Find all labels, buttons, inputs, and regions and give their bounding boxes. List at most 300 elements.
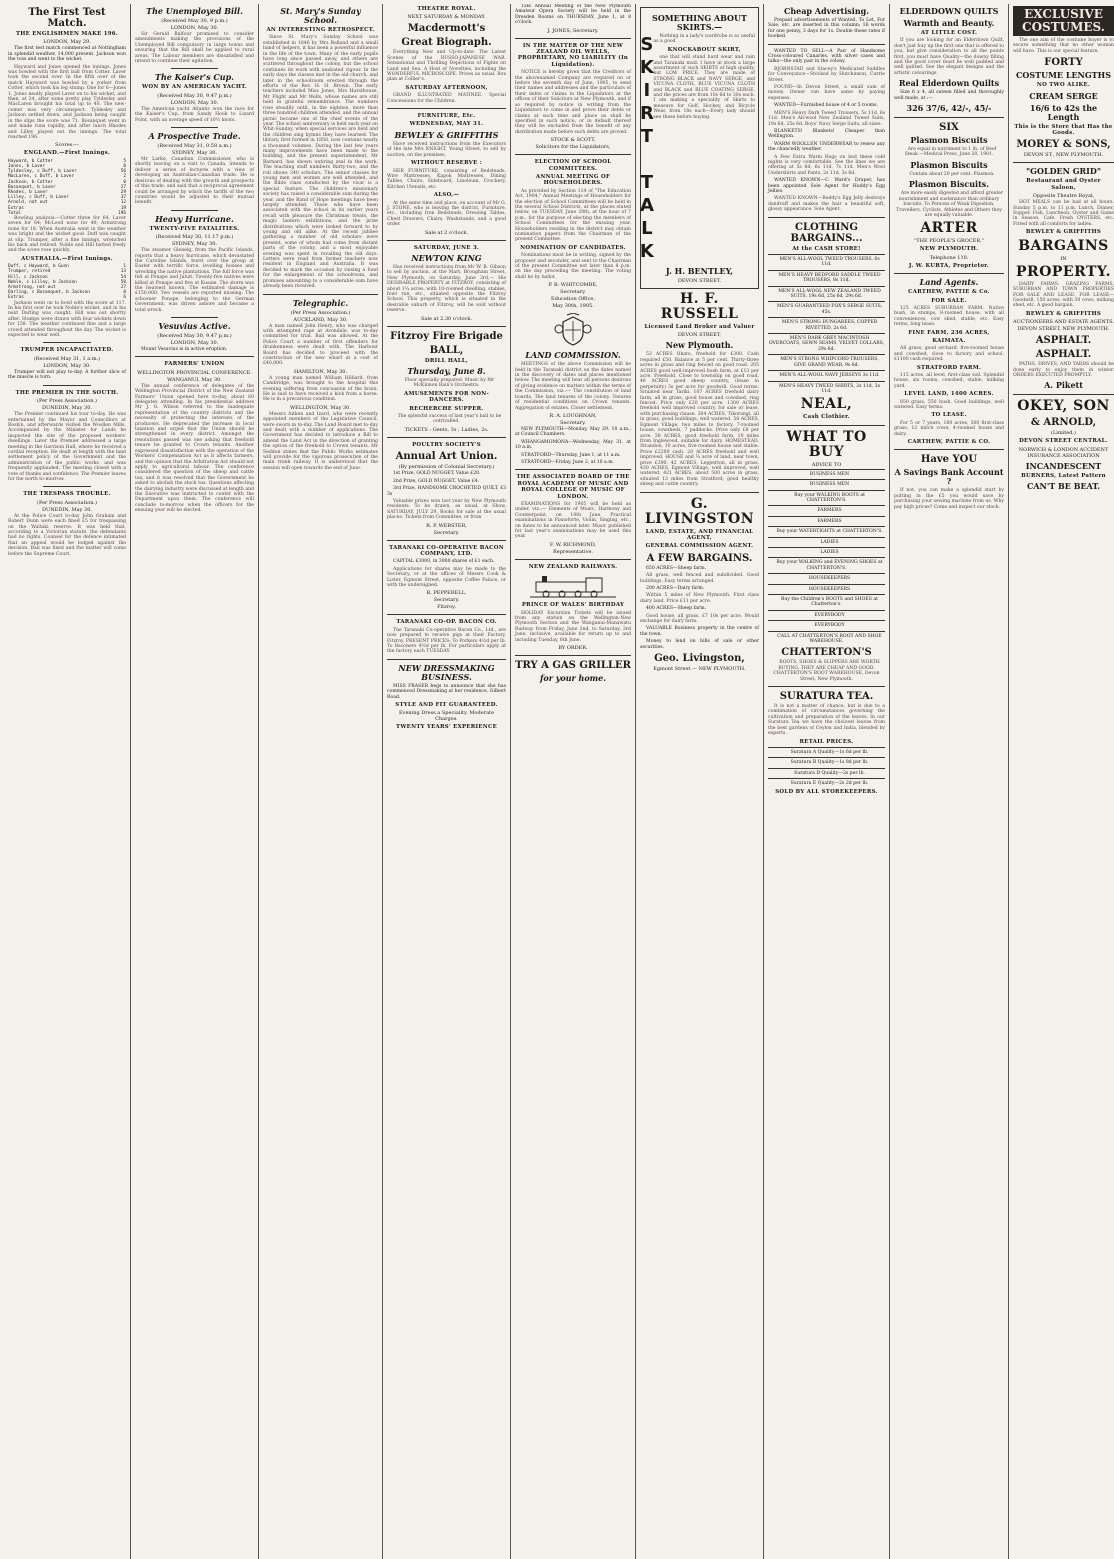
article-body-3: Jackson went on to bowl with the score at 117. In his first over he took Noble's wicket, and in his next Darling was caught. Hill was out shortly after. Stumps were drawn with four wickets down for 158. The weather continued fine and a large crowd attended throughout the day. The wicket is expected to wear well. [8, 300, 126, 339]
farmers-sub: WELLINGTON PROVINCIAL CONFERENCE. [137, 369, 252, 376]
pig-tenders: The Taranaki Co-operative Bacon Co., Ltd., are now prepared to receive pigs at their Factory, Fitzroy. PRESENT PRICES: To Porkers 4½d per lb. To Baconers 4½d per lb. For particulars apply at the factory each TUESDAY. [387, 627, 506, 655]
headline-trade: A Prospective Trade. [148, 131, 241, 142]
evening-dress: Evening Dress a Speciality. Moderate Charges. [398, 710, 495, 723]
theatre-saturday: SATURDAY AFTERNOON, [405, 84, 488, 91]
australia-scorecard [8, 264, 126, 300]
music-board-heading: THE ASSOCIATED BOARD OF THE ROYAL ACADEMY OF MUSIC AND ROYAL COLLEGE OF MUSIC OF LONDON. [516, 474, 630, 500]
batsman-name: Total [8, 210, 22, 216]
opposite: Opposite Theatre Royal, [1032, 193, 1095, 200]
bargain-400-body: Good house, all grass. £7 10s per acre. Would exchange for dairy farm. [640, 613, 759, 625]
runs: 13 [120, 269, 126, 275]
divider [515, 559, 631, 560]
bewley: BEWLEY & GRIFFITHS [1025, 229, 1102, 236]
skirts-body-1: Nothing in a lady's wardrobe is so useful as a good [653, 34, 755, 45]
limited: (Limited.) [1051, 430, 1076, 437]
batsman-name: Bosanquet, b Laver [8, 184, 56, 190]
pepperell-sec: Secretary. [433, 597, 460, 604]
divider [515, 469, 631, 470]
theatre-heading: THEATRE ROYAL. [417, 6, 476, 12]
fitzroy: Fitzroy. [437, 604, 456, 611]
chattertons: CHATTERTON'S [781, 647, 872, 659]
saturday-date: SATURDAY, JUNE 3. [413, 244, 480, 251]
hamilton-place: HAMILTON, May 30. [293, 368, 348, 375]
premier-heading: THE PREMIER IN THE SOUTH. [15, 389, 119, 396]
pepperell: R. PEPPERELL, [426, 590, 467, 597]
divider [515, 655, 631, 656]
webster: R. P. WEBSTER, [426, 522, 467, 529]
art-union-body: Valuable prizes won last year by New Plymouth residents. To be drawn, as usual, at Show, SATURDAY, JULY 29. Books for sale at the usual places. Tickets from Committee, or from [387, 498, 506, 521]
burners: BURNERS, Latest Pattern [1021, 472, 1106, 479]
chattertons-sub: BOOTS, SHOES & SLIPPERS ARE WORTH BUYING. THEY ARE CHEAP AND GOOD. CHATTERTON'S BOOT WAREHOUSE, Devon Street, New Plymouth. [773, 660, 880, 682]
kaiser-date: (Received May 30, 9.47 p.m.) [157, 92, 232, 99]
what-to-buy-item: LADIES [768, 537, 885, 545]
ball-floor: Floor specially prepared. Music by Mr McKinnon Bain's Orchestra. [404, 378, 495, 389]
bargain-650: 650 ACRES—Sheep farm. [646, 565, 707, 571]
plasmon-3: Plasmon Biscuits. [908, 179, 990, 190]
divider [768, 425, 885, 426]
oil-wells-body: NOTICE is hereby given that the Creditors of the abovenamed Company are required on or before the seventh day of June, 1905, to send their names and addresses and the particulars of their debts or claims to the Liquidators at the offices of their Solicitors at New Plymouth, and if so required by notice in writing from the Liquidators to come in and prove their debts or claims at such time and place as shall be specified in such notice, or in default thereof they will be excluded from the benefit of any distribution made before such debts are proved. [515, 70, 631, 135]
batsman-name: Jones, b Laver [8, 163, 46, 169]
classified-3: FOUND—In Devon Street, a small sum of money. Owner can have same by paying expenses. [768, 85, 885, 101]
column-skirts-land [636, 4, 764, 1559]
advice-to: ADVICE TO [811, 461, 842, 468]
trumper-date: (Received May 31, 1 a.m.) [33, 355, 101, 362]
livingston-sub2: GENERAL COMMISSION AGENT. [645, 543, 754, 550]
article-lead: The first test match commenced at Nottingham in splendid weather, 14,000 present. Jackson won the toss and went to the wicket. [8, 46, 126, 63]
headline-hurricane: Heavy Hurricane. [155, 213, 234, 224]
russell-listings: 53 ACRES Okato, freehold for £300. Cash required £50. Balance at 5 per cent. Thirty-three acres in grass and ring fenced on good road. 205 ACRES good well-improved bush farm, at £13 per acre. Freehold. Close to township on good road. 46 ACRES good sheep country, (lease in perpetuity) 3s per acre for goodwill. Good terms. Situated near Tariki. 107 ACRES freehold dairy farm, all in grass, good house and cowshed, ring fenced. Price only £20 per acre. 1300 ACRES freehold well improved country, for sale or lease, with purchasing clause. 304 ACRES, Tikorangi, all in grass, good buildings, well watered. 58 ACRES, Egmont Village, two miles to factory, 7-roomed house, cowsheds, 7 paddocks. Price only £8 per acre. 38 ACRES, good freehold farm, 10 miles from Inglewood, suitable for dairy. HOMESTEAD, Strandon, 10 acres, five-roomed house and stable. Price £2200 cash. 20 ACRES freehold and well improved. HOUSE and ¼ acre of land, near town, price £390. 42 ACRES, Lepperton, all in grass. 430 ACRES, Egmont Village, well improved, well watered. 421 ACRES, about 500 acres in grass, situated 13 miles from Stratford; good healthy sheep and cattle country. [640, 352, 759, 488]
divider [894, 273, 1004, 274]
trumper-text: Trumper will not play to-day. A further slice of the muscle is torn. [8, 369, 126, 381]
prince-birthday: PRINCE OF WALES' BIRTHDAY [521, 602, 625, 609]
elderdown-prices: 326 37/6, 42/-, 45/- [906, 103, 992, 114]
divider [894, 449, 1004, 450]
annual-meeting-heading: ANNUAL MEETING OF HOUSEHOLDERS. [535, 173, 611, 187]
little-cost: AT LITTLE COST. [920, 30, 978, 36]
what-to-buy-item: Buy your WALKING BOOTS at CHATTERTON'S. [768, 490, 885, 504]
farmers-body: The annual conference of delegates of the Wellington Provincial District of the New Zealand Farmers' Union opened here to-day, about 60 delegates attending. In his presidential address Mr J. G. Wilson referred to the inadequate representation of the country districts and the necessity of protecting the interests of the producers. He deprecated the increase in local taxation and urged that the Union should be strengthened in every district. Amongst the resolutions passed was one asking that freehold tenure be granted to Crown tenants. Another expressed dissatisfaction with the operation of the Workers' Compensation Act as it affects farmers, and the opinion that the Arbitration Act should not apply to agricultural labour. The conference considered the question of the sheep and cattle tax, and it was resolved that the Government be asked to abolish the stock tax. Questions affecting the dairying industry were discussed at length and the Executive was instructed to confer with the Department upon them. The conference will conclude to-morrow when the officers for the ensuing year will be elected. [135, 383, 254, 514]
capital: CAPITAL £3000, in 3000 shares of £1 each. [393, 559, 495, 565]
savings-body: If not, you can make a splendid start by putting in the £5 you would save by purchasing your sewing machine from us. Why pay high prices? Come and inspect our stock. [894, 488, 1004, 510]
land-commission-body: MEETINGS of the above Commission will be held in the Taranaki district on the dates named in the discovery of dates and places mentioned below. The meeting will hear all persons desirous of giving evidence on matters within the terms of the Commission, viz.:— The constitution of land boards. The land tenures of the colony. Tenures of residential conditions on Crown tenants. Aggregation of estates. Closer settlement. [515, 362, 631, 411]
article-body: Since St. Mary's Sunday School was established in 1846 by Mrs Bolland and a small band of helpers, it has been a powerful influence in the life of the town. Many of the early pupils have long since passed away, and others are scattered throughout the colony, but the school continues its work with unabated vigour. In the early days the classes met in the old church, and later in the schoolroom erected through the efforts of the Rev. H. H. Brown. The early teachers included Miss Jones, Mrs Hursthouse, Mr Flight and Mr Wells, whose names are still held in grateful remembrance. The numbers rose steadily until, in the eighties, more than three hundred children attended, and the annual picnic became one of the chief events of the year. The school anniversary is held each year on Whit-Sunday, when special services are held and the children sing hymns they have learned. The library, first formed in 1858, now contains nearly a thousand volumes. During the last few years many improvements have been made to the building, and the present superintendent, Mr Barnard, has shown untiring zeal in the work. The teaching staff numbers thirty-two, and the roll shows 340 scholars. The senior classes for young men and women are well attended, and the Bible class conducted by the vicar is a special feature. The children's missionary society has raised a considerable sum during the year, and the Band of Hope meetings have been largely attended. Those who have been associated with the school in its earlier years recall with pleasure the Christmas treats, the magic lantern exhibitions, and the prize distributions which were looked forward to by young and old alike. At the recent jubilee gathering a number of old scholars were present, some of whom had come from distant parts of the colony, and a most enjoyable evening was spent in recalling the old days. Letters were read from former teachers now resident in England and Australia. It was decided to mark the occasion by raising a fund for the enlargement of the schoolroom, and promises amounting to a considerable sum have already been received. [263, 35, 378, 290]
headline-st-marys: St. Mary's Sunday School. [280, 6, 361, 25]
batsman-name: Extras [8, 295, 24, 301]
costume-lengths: COSTUME LENGTHS [1016, 70, 1111, 81]
runs: 29 [120, 189, 126, 195]
divider [387, 240, 506, 241]
ball-word: BALL, [429, 344, 464, 356]
carthew-body-5: For 5 or 7 years, 180 acres, 500 first-class grass; 12 milch cows; 4-roomed house and dairy. [894, 420, 1004, 437]
carthew: CARTHEW, PATTIE & Co. [908, 289, 990, 296]
suratura-price: Suratura B Quality—1s 8d per lb. [768, 757, 885, 765]
exclusive: EXCLUSIVE [1024, 7, 1103, 21]
what-to-buy: WHAT TO BUY [786, 428, 867, 460]
what-to-buy-item: HOUSEKEEPERS [768, 573, 885, 581]
bargain-200-body: Within 5 miles of New Plymouth. First class dairy land. Price £11 per acre. [640, 593, 759, 604]
matter-oil-wells: IN THE MATTER OF THE NEW ZEALAND OIL WELLS, PROPRIETARY, NO LIABILITY (In Liquidation). [517, 42, 629, 68]
batsman-name: Jackson, b Cotter [8, 179, 53, 185]
furniture-heading: FURNITURE, Etc. [417, 113, 476, 120]
geo-livingston: Geo. Livingston, [654, 653, 745, 665]
russell-town: New Plymouth. [665, 340, 734, 351]
subhead-retrospect: AN INTERESTING RETROSPECT. [266, 27, 375, 33]
vesuvius-place: LONDON, May 30. [170, 340, 219, 346]
farmers-place: WANGANUI, May 30. [167, 376, 222, 383]
place: LONDON, May 30. [170, 25, 219, 31]
music-board-body: EXAMINATIONS for 1905 will be held as under, viz.:— Elements of Music, Harmony and Counterpoint, on 10th June. Practical examinations in Pianoforte, Violin, Singing, etc., on dates to be announced later. Music published for last year's examinations may be used this year. [515, 501, 631, 540]
vesuvius-date: (Received May 30, 9.47 p.m.) [157, 333, 232, 339]
divider [515, 154, 631, 155]
plasmon-text-1: Are equal in nutriment to 1 lb. of Beef Steak.—Medical Press, June 20, 1901. [904, 147, 997, 158]
taranaki-bacon: TARANAKI CO-OPERATIVE BACON COMPANY, LTD. [389, 544, 504, 557]
hurricane-place: SYDNEY, May 30. [171, 241, 218, 248]
trade-place: SYDNEY, May 30. [171, 150, 218, 157]
ball-tickets: TICKETS : Gents, 3s ; Ladies, 2s. [404, 426, 489, 433]
devon: DEVON STREET, NEW PLYMOUTH. [1017, 326, 1110, 333]
elderdown-size: Size 6 x 4, all sateen filled and thoroughly well made, at :— [894, 90, 1004, 101]
price-line: 16/6 to 42s the Length [1029, 102, 1098, 122]
fine-farm: FINE FARM, 236 ACRES, [908, 329, 990, 336]
pikett: A. Pikett [1044, 380, 1083, 391]
loughnan-sec: Secretary. [560, 419, 586, 426]
skirt-talk-vertical: SKIRT TALK [636, 34, 658, 264]
article-body: Hayward and Jones opened the innings. Jones was bowled with the first ball from Cotter. Laver took the second over. In the fifth over of the match Hayward was bowled by a yorker from Cotter, which took his leg stump. One for 6—Jones 1. Jones neatly played Laver on to his wicket, and then, at 24, after some pretty play Tyldesley and MacLaren brought his total up to 40. The new-comer was very circumspect. Tyldesley and Jackson settled down, and Jackson being caught in the slips the score was 71. Bosanquet went in and made runs rapidly, and after lunch Rhodes and Lilley played out the innings. The total reached 196. [8, 64, 126, 140]
column-elderdown [890, 4, 1009, 1559]
elderdown-body: If you are looking for an Elderdown Quilt, don't just buy up the first one that is offered to you, but give consideration to all the points first, you must have Quality—the downy filling and the good cover must be well padded and well quilted. See the elegant designs and the artistic colourings. [894, 38, 1004, 76]
bewley-2: BEWLEY & GRIFFITHS [1025, 310, 1102, 317]
cash-store: At the CASH STORE! [792, 245, 861, 252]
theatre-show: Great Biograph. [401, 37, 492, 49]
divider [768, 44, 885, 45]
divider [387, 540, 506, 541]
sitting-whangamomona: WHANGAMOMONA—Wednesday, May 31, at 10 a.m. [515, 439, 631, 451]
poultry-heading: POULTRY SOCIETY'S [412, 441, 481, 448]
sold-by: SOLD BY ALL STOREKEEPERS. [775, 788, 878, 795]
what-to-buy-item: HOUSEKEEPERS [768, 584, 885, 592]
knockabout: KNOCKABOUT SKIRT, [667, 46, 741, 53]
divider [387, 437, 506, 438]
neal: NEAL, [800, 396, 853, 413]
what-to-buy-item: BUSINESS MEN [768, 469, 885, 477]
bewley-body: Have received instructions from the Executors of the late Mrs KNIGHT, Young Street, to sell by auction, on the premises, [387, 141, 506, 158]
auctioneers: AUCTIONEERS AND ESTATE AGENTS. [1013, 319, 1114, 326]
column-costumes [1009, 4, 1114, 1559]
trumper-place: LONDON, May 30. [43, 362, 91, 369]
annual-body: As provided by Section 114 of "The Education Act, 1904," Annual Meetings of Householders for the election of School Committees will be held in the several School Districts, at the places stated below, on TUESDAY, June 20th, at the hour of 7 p.m., for the purpose of electing the members of School Committees for the ensuing year. Householders residing in the district may obtain nomination papers from the Chairman of the present Committee. [515, 188, 631, 243]
livingston-sub: LAND, ESTATE, AND FINANCIAL AGENT, [645, 528, 754, 541]
divider [1013, 162, 1114, 163]
forty: FORTY [1044, 57, 1083, 69]
what-to-buy-item: EVERYBODY [768, 610, 885, 618]
what-to-buy-list [768, 469, 885, 645]
richmond-rep: Representative. [553, 548, 593, 555]
election-heading: ELECTION OF SCHOOL COMMITTEES. [534, 159, 612, 172]
divider [387, 108, 506, 109]
runs: 19 [120, 205, 126, 211]
divider [171, 317, 219, 318]
bentley-street: DEVON STREET. [677, 278, 722, 284]
column-classifieds [764, 4, 890, 1559]
bacon-body: Applications for shares may be made to the Secretary, or at the offices of Messrs Cook & Lister, Egmont Street, opposite Coffee Palace, or with the undersigned. [387, 566, 506, 588]
sale2: Sale at 2.30 o'clock. [420, 315, 473, 322]
dressmaking-heading: NEW DRESSMAKING BUSINESS. [398, 662, 495, 682]
divider [768, 686, 885, 687]
elderdown-heading: ELDERDOWN QUILTS [899, 6, 999, 16]
divider [43, 342, 90, 343]
for-sale: FOR SALE. [931, 297, 967, 304]
clothing-item: MEN'S STRONG DUNGAREES, COPPER RIVETTED, 2s 6d. [768, 317, 885, 331]
suratura-price: Suratura E Quality—2s 2d per lb. [768, 778, 885, 786]
trespass-place: DUNEDIN, May 30. [42, 506, 92, 513]
divider [1013, 394, 1114, 395]
jones-secretary: J. JONES, Secretary. [547, 27, 599, 34]
divider [387, 614, 506, 615]
runs: 0 [123, 179, 126, 185]
blankets: BLANKETS! Blankets! Cheaper than Wellington. [768, 128, 885, 140]
column-notices [511, 4, 636, 1559]
sitting-new-plymouth: NEW PLYMOUTH—Monday, May 29, 10 a.m., at Council Chambers. [515, 426, 631, 438]
dateline: LONDON, May 29. [43, 39, 91, 46]
runs: 1 [123, 264, 126, 270]
restaurant: Restaurant and Oyster Saloon, [1026, 178, 1101, 191]
russell-heading: H. F. RUSSELL [660, 291, 739, 322]
premier-place: DUNEDIN, May 30. [42, 405, 92, 412]
divider [387, 326, 506, 327]
to-lease: TO LEASE. [931, 412, 967, 419]
what-to-buy-item: Buy the Children's BOOTS and SHOES at Chatterton's. [768, 594, 885, 608]
kaiser-sub: WON BY AN AMERICAN YACHT. [141, 84, 248, 91]
theatre-body: Everything New and Up-to-date. The Latest Scenes of the RUSSO-JAPANESE WAR. Sensational and Thrilling Depictions of Fights on Land and Sea. A Host of Novelties, including the WONDERFUL MICROSCOPE. Prices as usual. Box plan at Collier's. [387, 50, 506, 83]
asphalt-body: PATHS, DRIVES, AND YARDS should be done early to enjoy them in winter. ORDERS EXECUTED PROMPTLY. [1013, 362, 1114, 378]
clothing-item: MEN'S ALL-WOOL NEW ZEALAND TWEED SUITS, 19s 6d, 25s 6d, 29s 6d. [768, 286, 885, 300]
runs: 12 [120, 200, 126, 206]
scores-heading: Scores:— [55, 142, 79, 149]
divider [387, 659, 506, 660]
plasmon-text-3: Are more easily digested and afford greater nourishment and sustenance than ordinary biscuits. To Persons of Weak Digestion, Travellers, Cyclists, Athletes and Others they are equally valuable. [896, 191, 1004, 218]
subhead-englishmen: THE ENGLISHMEN MAKE 196. [15, 31, 119, 37]
suratura-price: Suratura D Quality—2s per lb. [768, 768, 885, 776]
tele-place: AUCKLAND, May 30. [293, 316, 348, 323]
newton-body: Has received instructions from Mr W. B. Gibson to sell by auction, at the Mart, Brougham Street, New Plymouth, on Saturday, June 3rd,— His DESIRABLE PROPERTY at FITZROY, consisting of about 1¼ acres, with 10-roomed dwelling, stables, fowl run, etc., situated opposite the Fitzroy School. This property, which is situated in the desirable suburb of Fitzroy, will be sold without reserve. [387, 264, 506, 314]
warm-underwear: WARM WOOLLEN UNDERWEAR to renew any the chancedly weather. [768, 141, 885, 153]
kaiser-body: The American yacht Atlantic won the race for the Kaiser's Cup, from Sandy Hook to Lizard Point, with an average speed of 10½ knots. [135, 106, 254, 123]
england-heading: ENGLAND.—First Innings. [23, 150, 111, 157]
column-cables [131, 4, 259, 1559]
also-body: At the same time and place, on account of Mr G. J. STONE, who is leaving the district, Furniture, etc., including Iron Bedsteads, Dressing Tables, Chest Drawers, Chairs, Washstands, and a good order. [387, 200, 506, 228]
plasmon-1: Plasmon Biscuits [910, 135, 988, 146]
hurricane-body: The steamer Glenelg, from the Pacific Islands, reports that a heavy hurricane, which devastated the Caroline Islands, burst over the group at Easter with terrific force, levelling houses and wrecking the native plantations. The full force was felt at Ponape and Jaluit. Twenty-five natives were killed at Ponape and five at Kusaie. The storm was the heaviest known. The estimated damage is £150,000. Two vessels are reported missing. The schooner Ponape, belonging to the German Government, was driven ashore and became a total wreck. [135, 248, 254, 313]
wanted-house: WANTED—Furnished house of 4 or 5 rooms. [774, 103, 878, 109]
art-union-permission: (By permission of Colonial Secretary.) [398, 464, 495, 471]
what-to-buy-item: BUSINESS MEN [768, 479, 885, 487]
article-body: Sir Gerald Balfour promised to consider amendments making the provisions of the Unemployed Bill compulsory in large towns and ensuring that the Bill shall be applied to rural areas. The Labour members are dissatisfied and intend to continue their agitation. [135, 32, 254, 65]
wanted-known: WANTED KNOWN—C. Ward's Draper, has been appointed Sole Agent for Huddy's Egg Jellies. [768, 178, 885, 194]
morey-street: DEVON ST., NEW PLYMOUTH. [1023, 152, 1104, 159]
trade-date: (Received May 31, 0.58 a.m.) [157, 143, 232, 150]
arter-sub: "THE PEOPLE'S GROCER," [913, 238, 985, 245]
divider [43, 385, 90, 386]
divider [768, 217, 885, 218]
morey: MOREY & SONS, [1016, 139, 1111, 151]
dressmaking-text: MISS FRASER begs to announce that she has commenced Dressmaking at her residence, Gilbert Road. [387, 683, 506, 700]
bargains-heading: A FEW BARGAINS. [646, 552, 753, 564]
norwich: NORWICH & LONDON ACCIDENT INSURANCE ASSOCIATION [1018, 446, 1109, 459]
stratford-farm: STRATFORD FARM. [916, 364, 982, 371]
skirts-advert [636, 7, 759, 289]
skirts-heading: SOMETHING ABOUT SKIRTS.— [652, 13, 747, 32]
tele-body: A man named John Henry, who was charged with attempted rape at Avondale, was to-day committed for trial. Bail was allowed. At the Police Court a number of first offenders for drunkenness were dealt with. The Harbour Board has decided to proceed with the construction of the new wharf at a cost of £40,000. [263, 323, 378, 367]
column-sunday-school [259, 4, 383, 1559]
batsman-name: Duff, c Hayward, b Gunn [8, 264, 69, 270]
carthew-body-1: 125 ACRES SUBURBAN FARM. Native bush, in stumps, 8-roomed house, with all conveniences, cow shed, stable, etc. Easy terms, long lease. [894, 305, 1004, 328]
property: PROPERTY. [1016, 263, 1111, 280]
runs: 0 [123, 290, 126, 296]
gas-griller-title: TRY A GAS GRILLER [515, 660, 631, 672]
bacon-co: TARANAKI CO-OP. BACON CO. [396, 619, 497, 626]
dateline: (Received May 30, 9 p.m.) [161, 18, 228, 24]
costumes: COSTUMES. [1022, 20, 1105, 34]
trade-body: Mr Larke, Canadian Commissioner, who is shortly leaving on a visit to Canada, intends to deliver a series of lectures with a view of developing an Australian-Canadian trade. He is desirous of dealing with the growth and prospects of this trade, and said that a reciprocal agreement could be arranged by which the tariffs of the two countries would be adjusted to their mutual benefit. [135, 157, 254, 206]
england-scorecard [8, 159, 126, 216]
coat-of-arms-icon [553, 313, 593, 347]
divider [135, 356, 254, 357]
classified-4: MEN'S Heavy Dark Tweed Trousers, 5s 11d, 6s 11d. Men's All-wool New Zealand Tweed Suits, 19s 6d, 25s 6d. Boys' Navy Serge Suits, all sizes. [768, 110, 885, 127]
carthew-body-3: 115 acres, all level, first-class soil. Splendid house, six rooms, cowshed, stable, milking yard. [894, 373, 1004, 389]
richmond: F. W. RICHMOND, [549, 541, 597, 548]
ball-title: Fitzroy Fire Brigade [390, 330, 503, 342]
arter-town: NEW PLYMOUTH. [919, 246, 979, 253]
railways-heading: NEW ZEALAND RAILWAYS. [528, 563, 618, 570]
headline-telegraphic: Telegraphic. [292, 297, 349, 308]
plasmon-2: Plasmon Biscuits [910, 159, 988, 170]
nomination-body: Nominations must be in writing, signed by the proposer and seconder, and sent to the Chairman of the present Committee not later than 8 p.m. on the day preceding the meeting. The voting shall be by ballot. [515, 253, 631, 280]
ball-note: The splendid success of last year's ball to be outrivalled. [397, 414, 502, 425]
trespass-assoc: (Per Press Association.) [37, 499, 97, 506]
arter-tel: Telephone 110. [929, 254, 969, 261]
runs: 5 [123, 158, 126, 164]
prize-3: 3rd Prize, HANDSOME CROCHETED QUILT, £3 3s [387, 486, 506, 497]
supper: RECHERCHE SUPPER. [409, 405, 484, 412]
runs: 50 [120, 279, 126, 285]
loughnan: R. A. LOUGHNAN, [549, 412, 597, 419]
runs: 54 [120, 274, 126, 280]
premier-assoc: (Per Press Association.) [37, 398, 97, 405]
asphalt-2: ASPHALT. [1035, 349, 1092, 361]
wellington-body: Messrs Aitken and Izard, who were recently appointed members of the Legislative Council, were sworn in to-day. The Land Board met to-day and dealt with a number of applications. The Government has decided to introduce a Bill to amend the Land Act in the direction of granting the option of the freehold to Crown tenants. Mr Seddon states that the Public Works estimates will provide for the vigorous prosecution of the main trunk railway. It is understood that the session will open towards the end of June. [263, 411, 378, 471]
nomination-heading: NOMINATION OF CANDIDATES. [520, 244, 626, 251]
suratura-body: It is not a matter of chance, but is due to a combination of circumstances governing the cultivation and preparation of the leaves. In our Suratura Tea we have the choicest leaves from the best gardens of Ceylon and India, blended by experts. [768, 704, 885, 737]
batsman-name: MacLaren, c Duff, b Laver [8, 174, 75, 180]
suratura-price: Suratura A Quality—1s 6d per lb. [768, 747, 885, 755]
plasmon-text-2: Contain about 20 per cent. Plasmon. [909, 171, 995, 177]
runs: 0 [123, 163, 126, 169]
kaimata: KAIMATA. [932, 337, 966, 344]
whitcombe-sec: Secretary. [560, 289, 586, 296]
bargain-650-body: All grass, well fenced and subdivided. Good buildings. Easy terms arranged. [640, 573, 759, 584]
railways-body: HOLIDAY Excursion Tickets will be issued from any station on the Wellington-New Plymouth Section and the Wanganui-Manawatu Railway from Friday, June 2nd, to Saturday, 3rd June, inclusive, available for return up to and including Tuesday, 6th June. [515, 610, 631, 643]
theatre-matinee: GRAND ILLUSTRATED MATINEE. Special Concessions for the Children. [387, 93, 506, 104]
headline-test-match: The First Test Match. [28, 7, 106, 29]
stock-scott-sub: Solicitors for the Liquidators, [535, 144, 611, 151]
cheap-advertising-heading: Cheap Advertising. [783, 6, 870, 16]
batsman-name: Trumper, retired [8, 269, 51, 275]
whitcombe: P. B. WHITCOMBE, [548, 282, 598, 289]
bewley-heading: BEWLEY & GRIFFITHS [394, 129, 499, 140]
sitting-stratford-2: STRATFORD—Friday, June 2, at 10 a.m. [521, 459, 615, 465]
cant-beat: CAN'T BE BEAT. [1026, 481, 1101, 492]
clothing-item: MEN'S HEAVY BEDFORD SADDLE TWEED TROUSERS, 8s 11d. [768, 270, 885, 284]
land-agents: Land Agents. [919, 277, 979, 288]
bentley: J. H. BENTLEY, [665, 266, 734, 276]
clothing-item: MEN'S HEAVY TWEED SHIRTS, 2s 11d, 3s 11d. [768, 381, 885, 395]
classified-5: A Few Extra Warm Rugs on bed these cold nights is very comfortable. See the lines we are offering at 5s 6d, 6s 11d, 7s 11d. Men's Wool Undershirts and Pants, 2s 11d, 3s 6d. [768, 154, 885, 176]
bargains: BARGAINS [1018, 237, 1109, 254]
runs: 37 [120, 195, 126, 201]
incandescent: INCANDESCENT [1025, 460, 1102, 471]
runs: 27 [120, 184, 126, 190]
vesuvius-text: Mount Vesuvius is in active eruption. [141, 347, 228, 352]
in: IN [1060, 255, 1067, 262]
webster-sec: Secretary. [433, 529, 460, 536]
what-to-buy-item: FARMERS [768, 505, 885, 513]
russell-street: DEVON STREET, [677, 332, 722, 339]
suratura-tea: SURATURA TEA. [779, 691, 874, 703]
batsman-name: Armstrong, not out [8, 285, 56, 291]
article-body-2: Bowling analysis:—Cotter three for 64; Laver seven for 64; McLeod none for 40; Armstrong none for 18. When Australia went in the weather was bright and the wicket good. Duff was caught at slip. Trumper, after a fine innings, wrenched his back and retired. Noble and Hill batted freely and the score rose quickly. [8, 215, 126, 254]
savings-bank: A Savings Bank Account ? [894, 467, 1004, 487]
golden-body: HOT MEALS can be had at all hours. Sunday 5 p.m. to 11 p.m. Lunch, Dinner, Supper. Fish, Luncheon, Oyster and Game in Season. Cafe. Fresh OYSTERS, etc. Fitted with all comforts for ladies. [1013, 200, 1114, 227]
divider [171, 68, 219, 69]
theatre-line: NEXT SATURDAY & MONDAY. [407, 14, 486, 21]
column-auctions [383, 4, 511, 1559]
six: SIX [939, 122, 959, 134]
batsman-name: Hill, c Jackson [8, 274, 48, 280]
exclusive-banner [1013, 6, 1114, 36]
divider [171, 127, 219, 128]
classified-2: BJORNSTAD and Stacey's Medicated Saddles for Conveyance—Stocked by Hutchinson, Currie Street. [768, 66, 885, 83]
okey: OKEY, SON [1017, 398, 1110, 415]
skirts-body-2: one that will stand hard wear and rain and Taranaki mud. I have in stock a large assortment of such SKIRTS of high quality, but LOW PRICE. They are made of STRONG BLACK and NAVY SERGE, and VICUNA CLOTH, BLUE VICUNA CLOTH and BLACK and BLUE COATING SERGE, and the prices are from 10s 6d to 30s each. I am making a speciality of Skirts to measure for Golf, Hockey, and Bicycle Wear, from 18s each—Every lady should see these before buying. [653, 55, 755, 120]
wellington-place: WELLINGTON, May 30. [290, 404, 351, 411]
what-to-buy-item: EVERYBODY [768, 620, 885, 628]
trespass-body: At the Police Court to-day John Graham and Robert Dunn were each fined £5 for trespassing on the Waitaki reserve. It was held that, according to a Victorian statute, the defendants had no rights. Counsel for the defence intimated that an appeal would be lodged against the decision. Bail was fixed and the matter will come before the Supreme Court. [8, 513, 126, 557]
suratura-price-list [768, 747, 885, 787]
batsman-name: Tyldesley, c Duff, b Laver [8, 169, 77, 175]
divider [263, 294, 378, 295]
sale-time: Sale at 2 o'clock. [424, 229, 469, 236]
what-to-buy-item: FARMERS [768, 516, 885, 524]
what-to-buy-item: Buy your WALKING and EVENING SHOES at CHATTERTON'S. [768, 557, 885, 571]
headline-vesuvius: Vesuvius Active. [158, 321, 231, 331]
no-two-alike: NO TWO ALIKE. [1036, 82, 1091, 89]
trespass-heading: THE TRESPASS TROUBLE. [23, 491, 111, 498]
clothing-item: MEN'S STRONG WHIPCORD TROUSERS, GIVE GRAND WEAR, 9s 6d. [768, 354, 885, 368]
devon-central: DEVON STREET CENTRAL. [1019, 438, 1108, 445]
batsman-name: Hayward, b Cotter [8, 158, 53, 164]
batsman-name: Noble, c Lilley, b Jackson [8, 279, 77, 285]
kurta: J. W. KURTA, Proprietor. [908, 262, 990, 269]
twenty-years: TWENTY YEARS' EXPERIENCE [396, 724, 497, 731]
clothing-item: MEN'S DARK GREY MACINTOSH OVERCOATS, SEWN SEAMS, VELVET COLLARS, 29s 6d. [768, 333, 885, 352]
clothing-item: MEN'S GUARANTEED FOX'S SERGE SUITS, 45s. [768, 301, 885, 315]
have-you: Have YOU [920, 454, 978, 466]
runs: 6 [123, 295, 126, 301]
divider [515, 38, 631, 39]
what-to-buy-item: Buy your WATERTIGHTS at CHATTERTON'S. [768, 526, 885, 534]
headline-kaiser-cup: The Kaiser's Cup. [155, 72, 234, 83]
batsman-name: Darling, c Bosanquet, b Jackson [8, 290, 90, 296]
